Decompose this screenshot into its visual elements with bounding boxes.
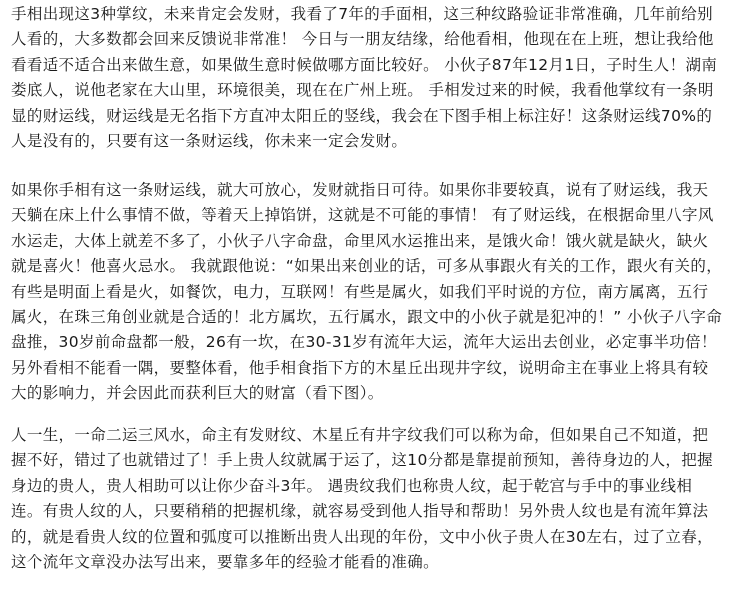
paragraph-2: 如果你手相有这一条财运线，就大可放心，发财就指日可待。如果你非要较真，说有了财运线，我天天躺在床上什么事情不做，等着天上掉馅饼，这就是不可能的事情！ 有了财运线，在根据命里八字风水运走，大体上就差不多了，小伙子八字命盘，命里风水运推出来，是饿火命！饿火就是缺火，缺火就是喜火！他喜火忌水。 我就跟他说：“如果出来创业的话，可多从事跟火有关的工作，跟火有关的，有些是明面上看是火，如餐饮，电力，互联网！有些是属火，如我们平时说的方位，南方属离，五行属火，在珠三角创业就是合适的！北方属坎，五行属水，跟文中的小伙子就是犯冲的！” 小伙子八字命盘推，30岁前命盘都一般，26有一坎，在30-31岁有流年大运，流年大运出去创业，必定事半功倍！另外看相不能看一隅，要整体看，他手相食指下方的木星丘出现井字纹，说明命主在事业上将具有较大的影响力，并会因此而获利巨大的财富（看下图）。 (11, 181, 723, 403)
paragraph-1: 手相出现这3种掌纹，未来肯定会发财，我看了7年的手面相，这三种纹路验证非常准确，几年前给别人看的，大多数都会回来反馈说非常准！ 今日与一朋友结缘，给他看相，他现在在上班，想让我给他看看适不适合出来做生意，如果做生意时候做哪方面比较好。 小伙子87年12月1日，子时生人！湖南娄底人，说他老家在大山里，环境很美，现在在广州上班。 手相发过来的时候，我看他掌纹有一条明显的财运线，财运线是无名指下方直冲太阳丘的竖线，我会在下图手相上标注好！这条财运线70%的人是没有的，只要有这一条财运线，你未来一定会发财。 (11, 5, 718, 151)
paragraph-3: 人一生，一命二运三风水，命主有发财纹、木星丘有井字纹我们可以称为命，但如果自己不知道，把握不好，错过了也就错过了！手上贵人纹就属于运了，这10分都是靠提前预知，善待身边的人，把握身边的贵人，贵人相助可以让你少奋斗3年。 遇贵纹我们也称贵人纹，起于乾宫与手中的事业线相连。有贵人纹的人，只要稍稍的把握机缘，就容易受到他人指导和帮助！另外贵人纹也是有流年算法的，就是看贵人纹的位置和弧度可以推断出贵人出现的年份，文中小伙子贵人在30左右，过了立春，这个流年文章没办法写出来，要靠多年的经验才能看的准确。 (11, 426, 713, 572)
